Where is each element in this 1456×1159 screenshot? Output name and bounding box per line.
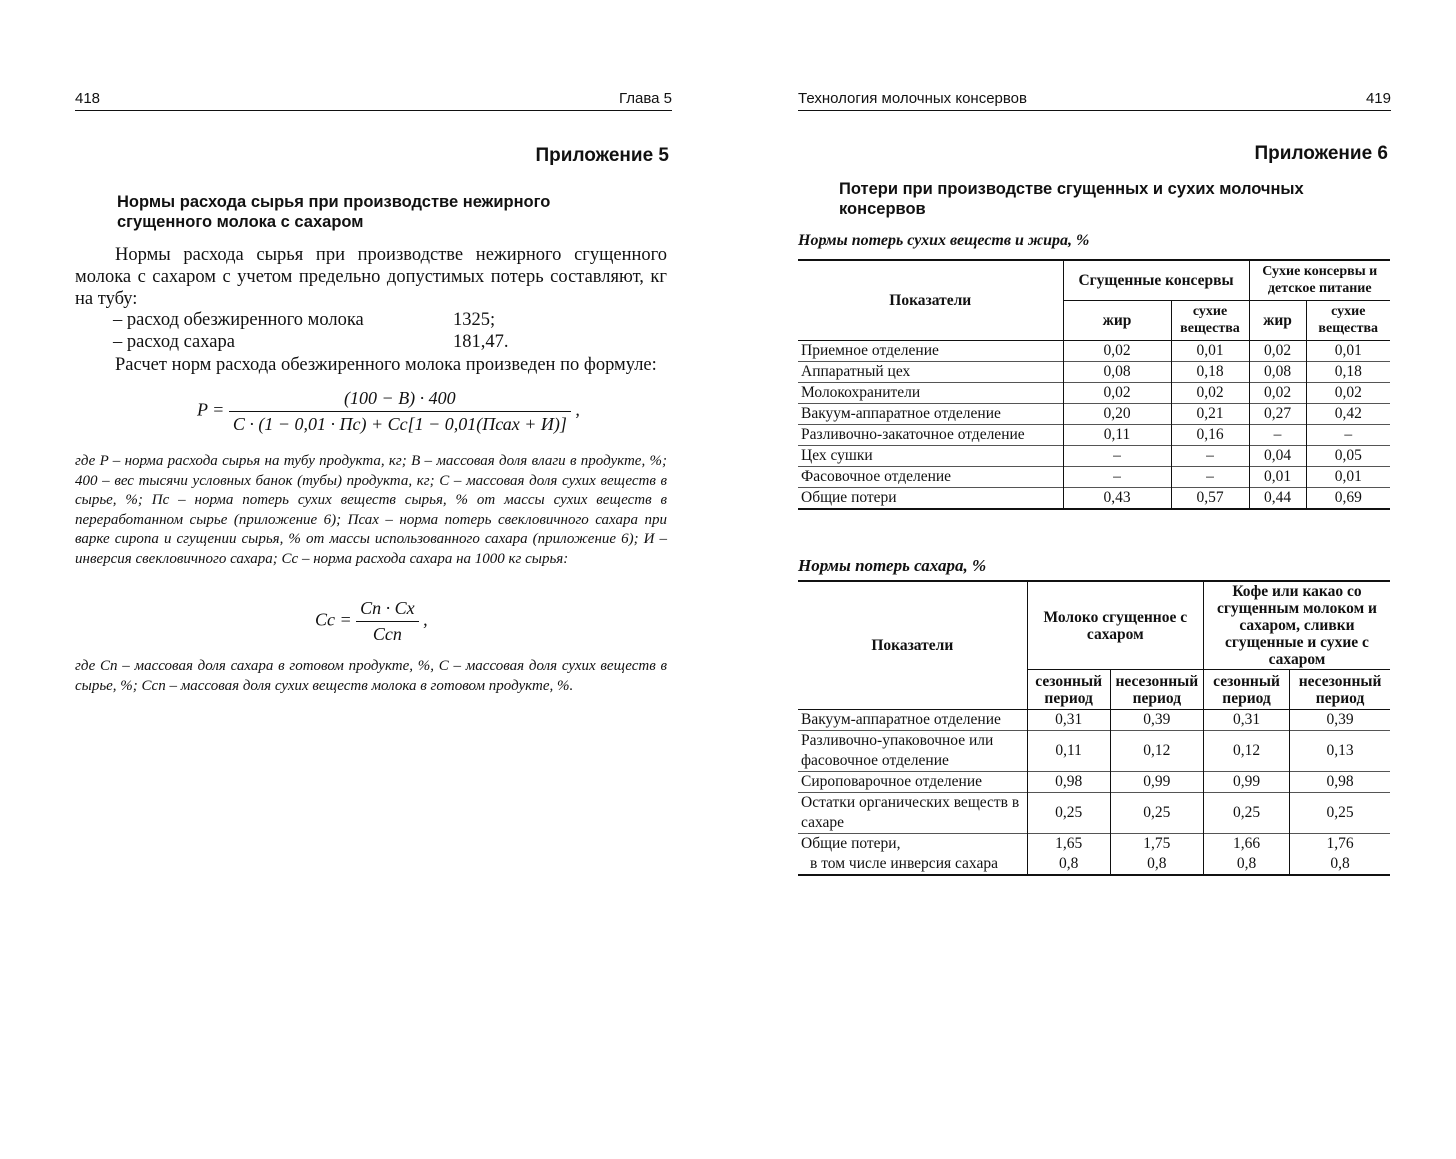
formula-tail: , (575, 399, 580, 420)
row-label: Цех сушки (798, 445, 1063, 466)
table-cell: 0,01 (1171, 340, 1249, 361)
item-sugar-value: 181,47. (453, 332, 509, 352)
row-label: Разливочно-упаковочное или фасовочное отделение (798, 731, 1027, 772)
item-skim-milk-value: 1325; (453, 310, 496, 330)
table-cell: 0,05 (1306, 445, 1390, 466)
column-subheader: несезонный период (1110, 670, 1203, 710)
table-row (798, 772, 1390, 793)
section-heading-line: Нормы расхода сырья при производстве нежирного (117, 193, 551, 211)
table-cell: 0,20 (1063, 403, 1171, 424)
appendix-title: Приложение 5 (535, 145, 669, 166)
table-cell: 0,08 (1063, 361, 1171, 382)
table-cell: 0,02 (1306, 382, 1390, 403)
column-subheader: сухие вещества (1171, 300, 1249, 340)
table-cell: – (1171, 445, 1249, 466)
table-cell: 0,98 (1027, 772, 1110, 793)
table-cell: 0,12 (1203, 731, 1289, 772)
table-row (798, 710, 1390, 731)
table-cell: 0,99 (1110, 772, 1203, 793)
table-cell: 0,8 (1290, 854, 1390, 875)
section-heading (839, 179, 1304, 219)
table-cell: 0,02 (1249, 340, 1306, 361)
table-row (798, 340, 1390, 361)
formula-sugar (315, 598, 428, 645)
table-cell: 1,66 (1203, 834, 1289, 855)
table-cell: 0,02 (1171, 382, 1249, 403)
row-label: Аппаратный цех (798, 361, 1063, 382)
row-label: Молокохранители (798, 382, 1063, 403)
table-cell: 0,02 (1249, 382, 1306, 403)
table-row (798, 731, 1390, 772)
formula-fraction (356, 598, 419, 645)
table-row (798, 445, 1390, 466)
formula-legend: где Cп – массовая доля сахара в готовом продукте, %, C – массовая доля сухих веществ в сырье, %; Cсп – массовая доля сухих веществ молока в готовом продукте, %. (75, 658, 667, 694)
table-caption: Нормы потерь сухих веществ и жира, % (798, 232, 1090, 249)
table-cell: 0,44 (1249, 487, 1306, 509)
table-cell: 0,99 (1203, 772, 1289, 793)
table-body (798, 710, 1390, 876)
page-number: 419 (1365, 90, 1391, 107)
formula-fraction (229, 388, 571, 435)
row-label: Вакуум-аппаратное отделение (798, 403, 1063, 424)
column-group-header: Молоко сгущенное с сахаром (1027, 581, 1203, 670)
table-cell: 0,16 (1171, 424, 1249, 445)
table-cell: 0,02 (1063, 340, 1171, 361)
formula-legend: где P – норма расхода сырья на тубу продукта, кг; B – массовая доля влаги в продукте, %; 400 – вес тысячи условных банок (тубы) продукта, кг; C – массовая доля сухих веществ в сырье, %; Пс – норма потерь сухих веществ сырья, % от массы сухих веществ в переработанном сырье (приложение 6); Псах – норма потерь свекловичного сахара при варке сиропа и сгущении сырья, % от массы использованного сахара (приложение 6); И – инверсия свекловичного сахара; Cс – норма расхода сахара на 1000 кг сырья: (75, 453, 667, 567)
formula-tail: , (423, 609, 428, 630)
table-cell: – (1249, 424, 1306, 445)
item-sugar-label: – расход сахара (113, 332, 235, 352)
table-row (798, 834, 1390, 855)
column-header: Показатели (798, 260, 1063, 340)
table-cell: 0,57 (1171, 487, 1249, 509)
table-cell: 0,25 (1110, 793, 1203, 834)
row-label: в том числе инверсия сахара (798, 854, 1027, 875)
row-label: Общие потери, (798, 834, 1027, 855)
column-subheader: сезонный период (1027, 670, 1110, 710)
formula-numerator: Cп · Cх (356, 598, 419, 622)
row-label: Приемное отделение (798, 340, 1063, 361)
formula-raw-material (197, 388, 580, 435)
table-cell: 0,25 (1290, 793, 1390, 834)
table-cell: 0,25 (1203, 793, 1289, 834)
column-subheader: жир (1063, 300, 1171, 340)
formula-numerator: (100 − B) · 400 (229, 388, 571, 412)
formula-lhs: P = (197, 399, 225, 420)
table-cell: 0,39 (1290, 710, 1390, 731)
table-losses-solids-fat (798, 259, 1390, 510)
table-body (798, 340, 1390, 509)
column-group-header: Сгущенные консервы (1063, 260, 1249, 300)
table-cell: 0,18 (1171, 361, 1249, 382)
column-subheader: жир (1249, 300, 1306, 340)
table-row (798, 854, 1390, 875)
formula-intro: Расчет норм расхода обезжиренного молока произведен по формуле: (115, 355, 657, 375)
table-row (798, 487, 1390, 509)
table-cell: 0,39 (1110, 710, 1203, 731)
section-heading-line: Потери при производстве сгущенных и сухих молочных (839, 180, 1304, 198)
table-cell: 1,76 (1290, 834, 1390, 855)
formula-denominator: C · (1 − 0,01 · Пс) + Cс[1 − 0,01(Псах + И)] (232, 414, 567, 434)
table-row (798, 382, 1390, 403)
column-subheader: сезонный период (1203, 670, 1289, 710)
table-cell: 0,12 (1110, 731, 1203, 772)
row-label: Вакуум-аппаратное отделение (798, 710, 1027, 731)
table-cell: 0,13 (1290, 731, 1390, 772)
row-label: Остатки органических веществ в сахаре (798, 793, 1027, 834)
table-cell: 0,02 (1063, 382, 1171, 403)
table-cell: – (1063, 445, 1171, 466)
column-subheader: сухие вещества (1306, 300, 1390, 340)
table-losses-sugar (798, 580, 1390, 876)
table-cell: 0,21 (1171, 403, 1249, 424)
table-cell: 0,01 (1306, 340, 1390, 361)
table-cell: 0,04 (1249, 445, 1306, 466)
table-cell: 0,18 (1306, 361, 1390, 382)
item-skim-milk-label: – расход обезжиренного молока (113, 310, 364, 330)
table-cell: 0,01 (1306, 466, 1390, 487)
table-row (798, 403, 1390, 424)
column-group-header: Сухие консервы и детское питание (1249, 260, 1390, 300)
table-cell: 0,69 (1306, 487, 1390, 509)
table-cell: 0,01 (1249, 466, 1306, 487)
table-cell: 0,43 (1063, 487, 1171, 509)
table-cell: 1,65 (1027, 834, 1110, 855)
column-header: Показатели (798, 581, 1027, 710)
table-cell: 0,25 (1027, 793, 1110, 834)
table-cell: 1,75 (1110, 834, 1203, 855)
table-cell: 0,8 (1110, 854, 1203, 875)
table-cell: – (1306, 424, 1390, 445)
table-row (798, 424, 1390, 445)
table-cell: 0,31 (1203, 710, 1289, 731)
running-header (75, 88, 672, 111)
appendix-title: Приложение 6 (1254, 143, 1388, 164)
table-cell: 0,8 (1027, 854, 1110, 875)
table-row (798, 466, 1390, 487)
section-heading-line: сгущенного молока с сахаром (117, 213, 364, 231)
table-cell: – (1063, 466, 1171, 487)
intro-paragraph: Нормы расхода сырья при производстве нежирного сгущенного молока с сахаром с учетом предельно допустимых потерь составляют, кг на тубу: (75, 245, 667, 309)
table-cell: 0,42 (1306, 403, 1390, 424)
row-label: Сироповарочное отделение (798, 772, 1027, 793)
section-heading-line: консервов (839, 200, 926, 218)
table-caption: Нормы потерь сахара, % (798, 556, 987, 575)
table-cell: 0,31 (1027, 710, 1110, 731)
column-group-header: Кофе или какао со сгущенным молоком и сахаром, сливки сгущенные и сухие с сахаром (1203, 581, 1390, 670)
table-row (798, 793, 1390, 834)
column-subheader: несезонный период (1290, 670, 1390, 710)
table-cell: 0,11 (1063, 424, 1171, 445)
row-label: Фасовочное отделение (798, 466, 1063, 487)
table-cell: 0,11 (1027, 731, 1110, 772)
table-cell: 0,27 (1249, 403, 1306, 424)
section-heading (117, 192, 550, 232)
formula-denominator: Cсп (372, 624, 402, 644)
table-cell: 0,08 (1249, 361, 1306, 382)
table-cell: 0,8 (1203, 854, 1289, 875)
table-cell: 0,98 (1290, 772, 1390, 793)
running-head: Технология молочных консервов (798, 90, 1027, 107)
row-label: Общие потери (798, 487, 1063, 509)
table-row (798, 361, 1390, 382)
running-head: Глава 5 (618, 90, 672, 107)
table-cell: – (1171, 466, 1249, 487)
page-number: 418 (75, 90, 101, 107)
row-label: Разливочно-закаточное отделение (798, 424, 1063, 445)
running-header (798, 88, 1391, 111)
formula-lhs: Cс = (315, 609, 352, 630)
